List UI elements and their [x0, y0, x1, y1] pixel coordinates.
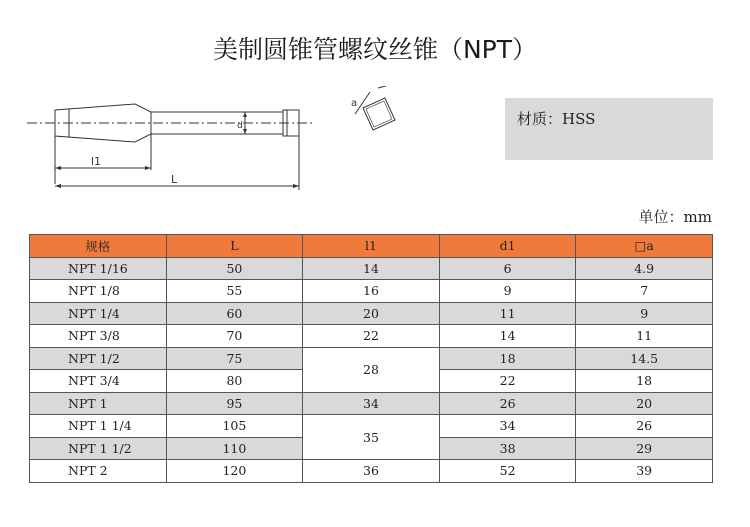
unit-label: 单位：mm — [638, 208, 712, 226]
cell-a: 7 — [576, 280, 713, 303]
cell-d1: 22 — [439, 370, 576, 393]
cell-d1: 11 — [439, 302, 576, 325]
cell-L: 105 — [166, 415, 303, 438]
header-L: L — [166, 235, 303, 258]
header-a: □a — [576, 235, 713, 258]
cell-spec: NPT 1 1/2 — [30, 437, 167, 460]
cell-d1: 34 — [439, 415, 576, 438]
cell-spec: NPT 1/16 — [30, 257, 167, 280]
table-row — [30, 280, 713, 303]
tap-technical-drawing — [25, 86, 425, 196]
table-row — [30, 392, 713, 415]
table-header-row — [30, 235, 713, 258]
cell-spec: NPT 1/8 — [30, 280, 167, 303]
cell-L: 110 — [166, 437, 303, 460]
cell-L: 60 — [166, 302, 303, 325]
cell-d1: 52 — [439, 460, 576, 483]
cell-l1: 36 — [303, 460, 440, 483]
cell-d1: 38 — [439, 437, 576, 460]
cell-L: 95 — [166, 392, 303, 415]
cell-a: 18 — [576, 370, 713, 393]
cell-a: 14.5 — [576, 347, 713, 370]
cell-L: 80 — [166, 370, 303, 393]
table-row — [30, 257, 713, 280]
cell-L: 55 — [166, 280, 303, 303]
spec-table — [29, 234, 713, 483]
dim-d-label: d — [237, 121, 243, 131]
cell-l1: 16 — [303, 280, 440, 303]
cell-spec: NPT 1/2 — [30, 347, 167, 370]
table-row — [30, 460, 713, 483]
table-row — [30, 347, 713, 370]
cell-d1: 9 — [439, 280, 576, 303]
dim-L-label: L — [171, 173, 178, 186]
page-title: 美制圆锥管螺纹丝锥（NPT） — [212, 35, 538, 64]
cell-l1: 14 — [303, 257, 440, 280]
cell-L: 120 — [166, 460, 303, 483]
cell-spec: NPT 2 — [30, 460, 167, 483]
cell-l1: 35 — [303, 415, 440, 460]
cell-d1: 6 — [439, 257, 576, 280]
cell-l1: 22 — [303, 325, 440, 348]
cell-d1: 14 — [439, 325, 576, 348]
header-d1: d1 — [439, 235, 576, 258]
table-row — [30, 325, 713, 348]
cell-a: 4.9 — [576, 257, 713, 280]
cell-L: 70 — [166, 325, 303, 348]
cell-spec: NPT 3/4 — [30, 370, 167, 393]
cell-d1: 26 — [439, 392, 576, 415]
cell-l1: 28 — [303, 347, 440, 392]
square-section-view — [355, 86, 395, 130]
cell-d1: 18 — [439, 347, 576, 370]
table-row — [30, 415, 713, 438]
material-text: 材质：HSS — [517, 110, 596, 128]
cell-l1: 20 — [303, 302, 440, 325]
cell-spec: NPT 1/4 — [30, 302, 167, 325]
header-l1: l1 — [303, 235, 440, 258]
cell-a: 20 — [576, 392, 713, 415]
cell-L: 75 — [166, 347, 303, 370]
material-box — [505, 98, 713, 160]
cell-L: 50 — [166, 257, 303, 280]
dim-l1-label: l1 — [91, 155, 102, 168]
dim-a-label: a — [351, 98, 358, 109]
cell-spec: NPT 1 1/4 — [30, 415, 167, 438]
cell-a: 29 — [576, 437, 713, 460]
cell-spec: NPT 3/8 — [30, 325, 167, 348]
cell-l1: 34 — [303, 392, 440, 415]
cell-a: 11 — [576, 325, 713, 348]
cell-a: 39 — [576, 460, 713, 483]
header-spec: 规格 — [30, 235, 167, 258]
table-row — [30, 302, 713, 325]
cell-a: 26 — [576, 415, 713, 438]
cell-spec: NPT 1 — [30, 392, 167, 415]
cell-a: 9 — [576, 302, 713, 325]
